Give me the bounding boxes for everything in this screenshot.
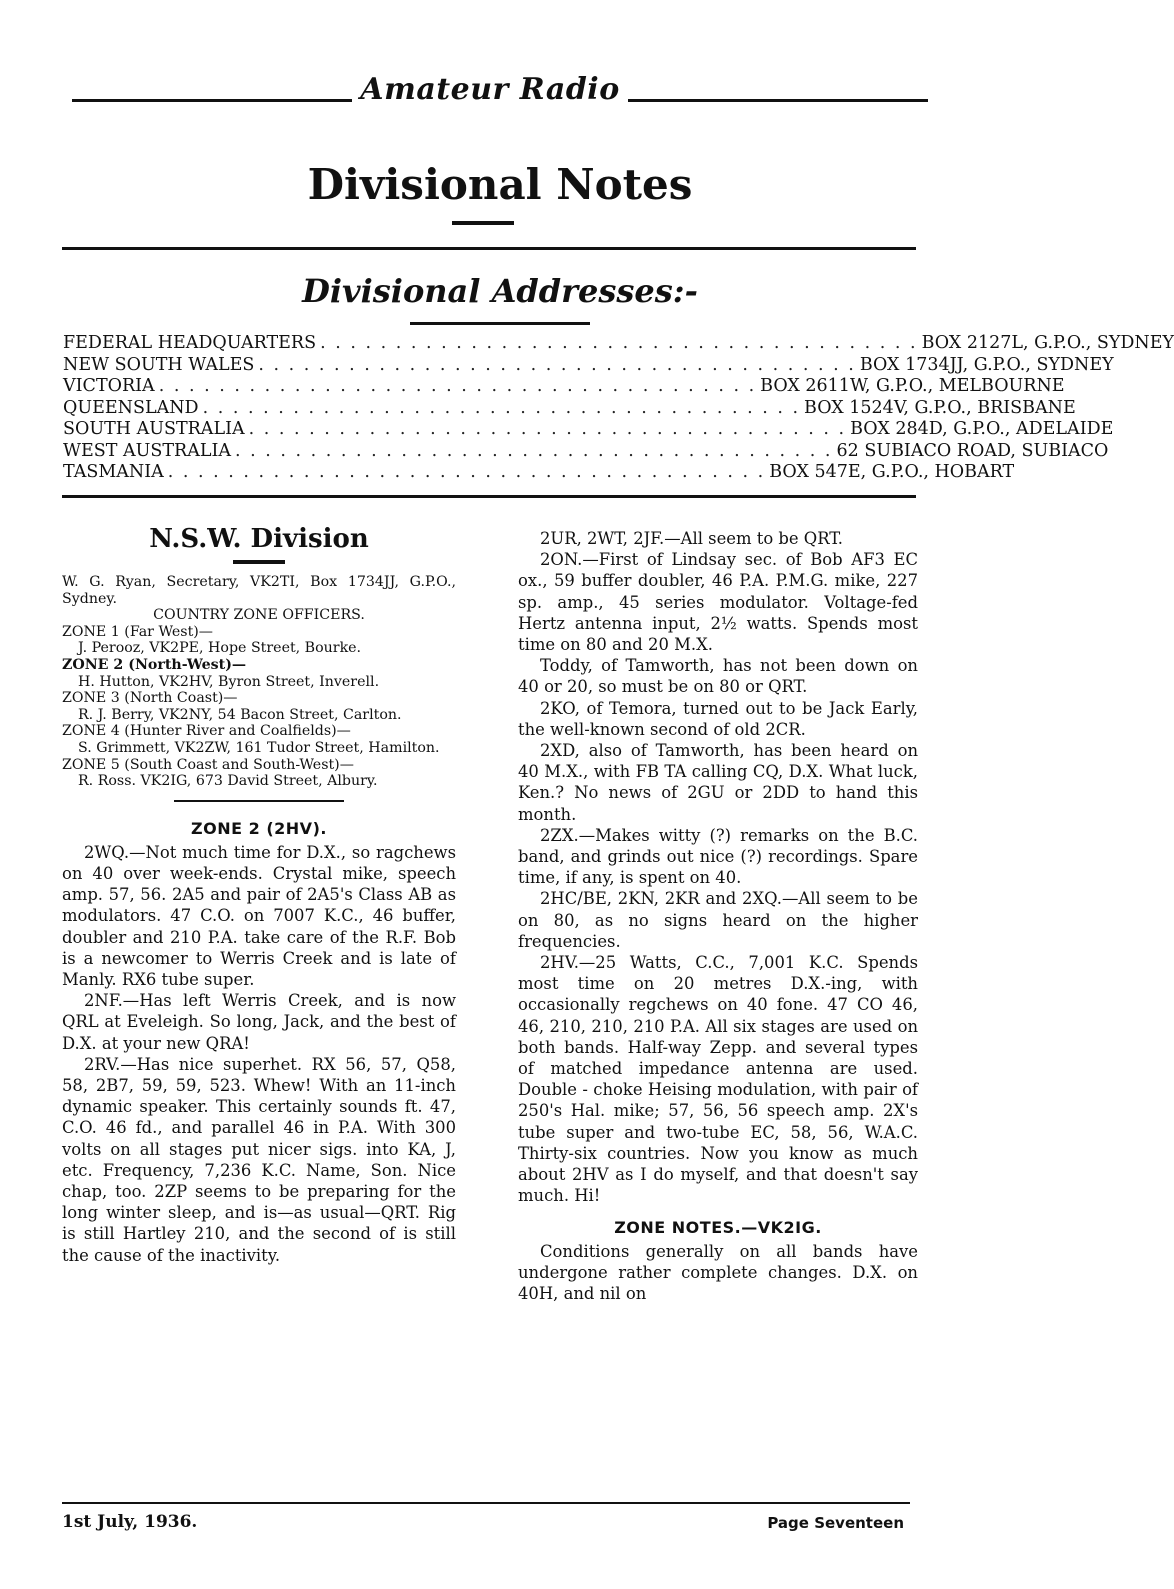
issue-date: 1st July, 1936. — [62, 1512, 198, 1532]
right-column — [518, 528, 918, 1304]
paragraph: 2HV.—25 Watts, C.C., 7,001 K.C. Spends most time on 20 metres D.X.-ing, with occasionally regchews on 40 fone. 47 CO 46, 46, 210, 210, 210 P.A. All six stages are used on both bands. Half-way Zepp. and several types of matched impedance antenna are used. Double - choke Heising modulation, with pair of 250's Hal. mike; 57, 56, 56 speech amp. 2X's tube super and two-tube EC, 58, 56, W.A.C. Thirty-six countries. Now you know as much about 2HV as I do myself, and that doesn't say much. Hi! — [518, 953, 918, 1206]
paragraph: 2XD, also of Tamworth, has been heard on 40 M.X., with FB TA calling CQ, D.X. What luck, Ken.? No news of 2GU or 2DD to hand this month. — [518, 741, 918, 824]
zone-officer: H. Hutton, VK2HV, Byron Street, Inverell. — [78, 673, 380, 690]
address-value: BOX 284D, G.P.O., ADELAIDE — [850, 419, 1114, 439]
zone2-heading: ZONE 2 (2HV). — [191, 818, 327, 838]
paragraph: 2ZX.—Makes witty (?) remarks on the B.C. band, and grinds out nice (?) recordings. Spare time, if any, is spent on 40. — [518, 825, 918, 888]
masthead-rule-left — [72, 99, 352, 102]
address-value: BOX 1524V, G.P.O., BRISBANE — [804, 397, 1076, 418]
address-row — [63, 419, 1114, 441]
nsw-heading-bar — [233, 560, 285, 564]
footer-rule — [62, 1502, 910, 1504]
addresses-table — [63, 333, 1174, 484]
leader-dots: . . . . . . . . . . . . . . . . . . . . . . . . . . . . . . . . . . . . . . . . — [258, 354, 856, 375]
zone-officer: R. Ross. VK2IG, 673 David Street, Albury. — [78, 773, 378, 790]
masthead-rule-right — [628, 99, 928, 102]
paragraph: Toddy, of Tamworth, has not been down on 40 or 20, so must be on 80 or QRT. — [518, 656, 918, 697]
left-column — [62, 522, 456, 1266]
address-value: BOX 2127L, G.P.O., SYDNEY — [921, 333, 1174, 353]
title-underline — [452, 221, 514, 225]
address-value: BOX 547E, G.P.O., HOBART — [769, 462, 1015, 482]
paragraph: 2KO, of Temora, turned out to be Jack Early, the well-known second of old 2CR. — [518, 698, 918, 739]
zone-notes-heading: ZONE NOTES.—VK2IG. — [614, 1217, 822, 1237]
paragraph: 2HC/BE, 2KN, 2KR and 2XQ.—All seem to be on 80, as no signs heard on the higher frequencies. — [518, 889, 918, 951]
address-division: NEW SOUTH WALES — [63, 354, 255, 375]
paragraph: 2RV.—Has nice superhet. RX 56, 57, Q58, 58, 2B7, 59, 59, 523. Whew! With an 11-inch dynamic speaker. This certainly sounds ft. 47, C.O. 46 fd., and parallel 46 in P.A. With 300 volts on all stages put nicer sigs. into KA, J, etc. Frequency, 7,236 K.C. Name, Son. Nice chap, too. 2ZP seems to be preparing for the long winter sleep, and is—as usual—QRT. Rig is still Hartley 210, and the second of is still the cause of the inactivity. — [62, 1054, 456, 1265]
address-row — [63, 397, 1076, 420]
divider-top — [62, 247, 916, 250]
addresses-underline — [410, 322, 590, 325]
address-division: WEST AUSTRALIA — [63, 440, 232, 461]
address-value: 62 SUBIACO ROAD, SUBIACO — [836, 440, 1109, 461]
addresses-title: Divisional Addresses:- — [302, 272, 698, 310]
page-number: Page Seventeen — [767, 1514, 904, 1532]
country-zone-officers-title: COUNTRY ZONE OFFICERS. — [153, 607, 365, 624]
leader-dots: . . . . . . . . . . . . . . . . . . . . . . . . . . . . . . . . . . . . . . . . — [202, 397, 801, 418]
leader-dots: . . . . . . . . . . . . . . . . . . . . . . . . . . . . . . . . . . . . . . . . — [320, 333, 918, 353]
masthead-title: Amateur Radio — [360, 72, 620, 107]
paragraph: Conditions generally on all bands have undergone rather complete changes. D.X. on 40H, and nil on — [518, 1241, 918, 1303]
address-division: SOUTH AUSTRALIA — [63, 419, 245, 439]
zone-label: ZONE 2 (North-West)— — [62, 656, 247, 673]
zone-officer: R. J. Berry, VK2NY, 54 Bacon Street, Carlton. — [78, 706, 402, 723]
address-row — [63, 333, 1174, 355]
section-divider — [174, 800, 344, 802]
zone-label: ZONE 3 (North Coast)— — [62, 690, 238, 707]
paragraph: 2ON.—First of Lindsay sec. of Bob AF3 EC ox., 59 buffer doubler, 46 P.A. P.M.G. mike, 227 sp. amp., 45 series modulator. Voltage-fed Hertz antenna input, 2½ watts. Spends most time on 80 and 20 M.X. — [518, 550, 918, 655]
nsw-division-heading: N.S.W. Division — [149, 524, 369, 554]
leader-dots: . . . . . . . . . . . . . . . . . . . . . . . . . . . . . . . . . . . . . . . . — [248, 419, 847, 439]
address-division: QUEENSLAND — [63, 397, 199, 418]
zone-label: ZONE 1 (Far West)— — [62, 623, 213, 640]
secretary-line: W. G. Ryan, Secretary, VK2TI, Box 1734JJ, G.P.O., Sydney. — [62, 574, 456, 607]
address-value: BOX 2611W, G.P.O., MELBOURNE — [760, 376, 1065, 396]
divider-addresses — [62, 495, 916, 498]
address-value: BOX 1734JJ, G.P.O., SYDNEY — [859, 354, 1114, 375]
masthead — [72, 72, 928, 112]
paragraph: 2WQ.—Not much time for D.X., so ragchews on 40 over week-ends. Crystal mike, speech amp. 57, 56. 2A5 and pair of 2A5's Class AB as modulators. 47 C.O. on 7007 K.C., 46 buffer, doubler and 210 P.A. take care of the R.F. Bob is a newcomer to Werris Creek and is late of Manly. RX6 tube super. — [62, 842, 456, 989]
address-row — [63, 462, 1015, 484]
page-title: Divisional Notes — [307, 160, 693, 209]
zone-label: ZONE 5 (South Coast and South-West)— — [62, 756, 354, 773]
address-division: FEDERAL HEADQUARTERS — [63, 333, 317, 353]
address-row — [63, 440, 1109, 463]
zone-officer: J. Perooz, VK2PE, Hope Street, Bourke. — [78, 640, 362, 657]
leader-dots: . . . . . . . . . . . . . . . . . . . . . . . . . . . . . . . . . . . . . . . . — [235, 440, 833, 461]
zone-label: ZONE 4 (Hunter River and Coalfields)— — [62, 723, 351, 740]
address-division: VICTORIA — [63, 376, 155, 396]
zone-officer: S. Grimmett, VK2ZW, 161 Tudor Street, Hamilton. — [78, 739, 440, 756]
address-division: TASMANIA — [63, 462, 164, 482]
paragraph: 2NF.—Has left Werris Creek, and is now QRL at Eveleigh. So long, Jack, and the best of D.X. at your new QRA! — [62, 991, 456, 1053]
address-row — [63, 376, 1065, 398]
address-row — [63, 354, 1114, 377]
leader-dots: . . . . . . . . . . . . . . . . . . . . . . . . . . . . . . . . . . . . . . . . — [167, 462, 766, 482]
nsw-officers-block — [62, 574, 456, 790]
leader-dots: . . . . . . . . . . . . . . . . . . . . . . . . . . . . . . . . . . . . . . . . — [158, 376, 757, 396]
paragraph: 2UR, 2WT, 2JF.—All seem to be QRT. — [540, 529, 844, 548]
